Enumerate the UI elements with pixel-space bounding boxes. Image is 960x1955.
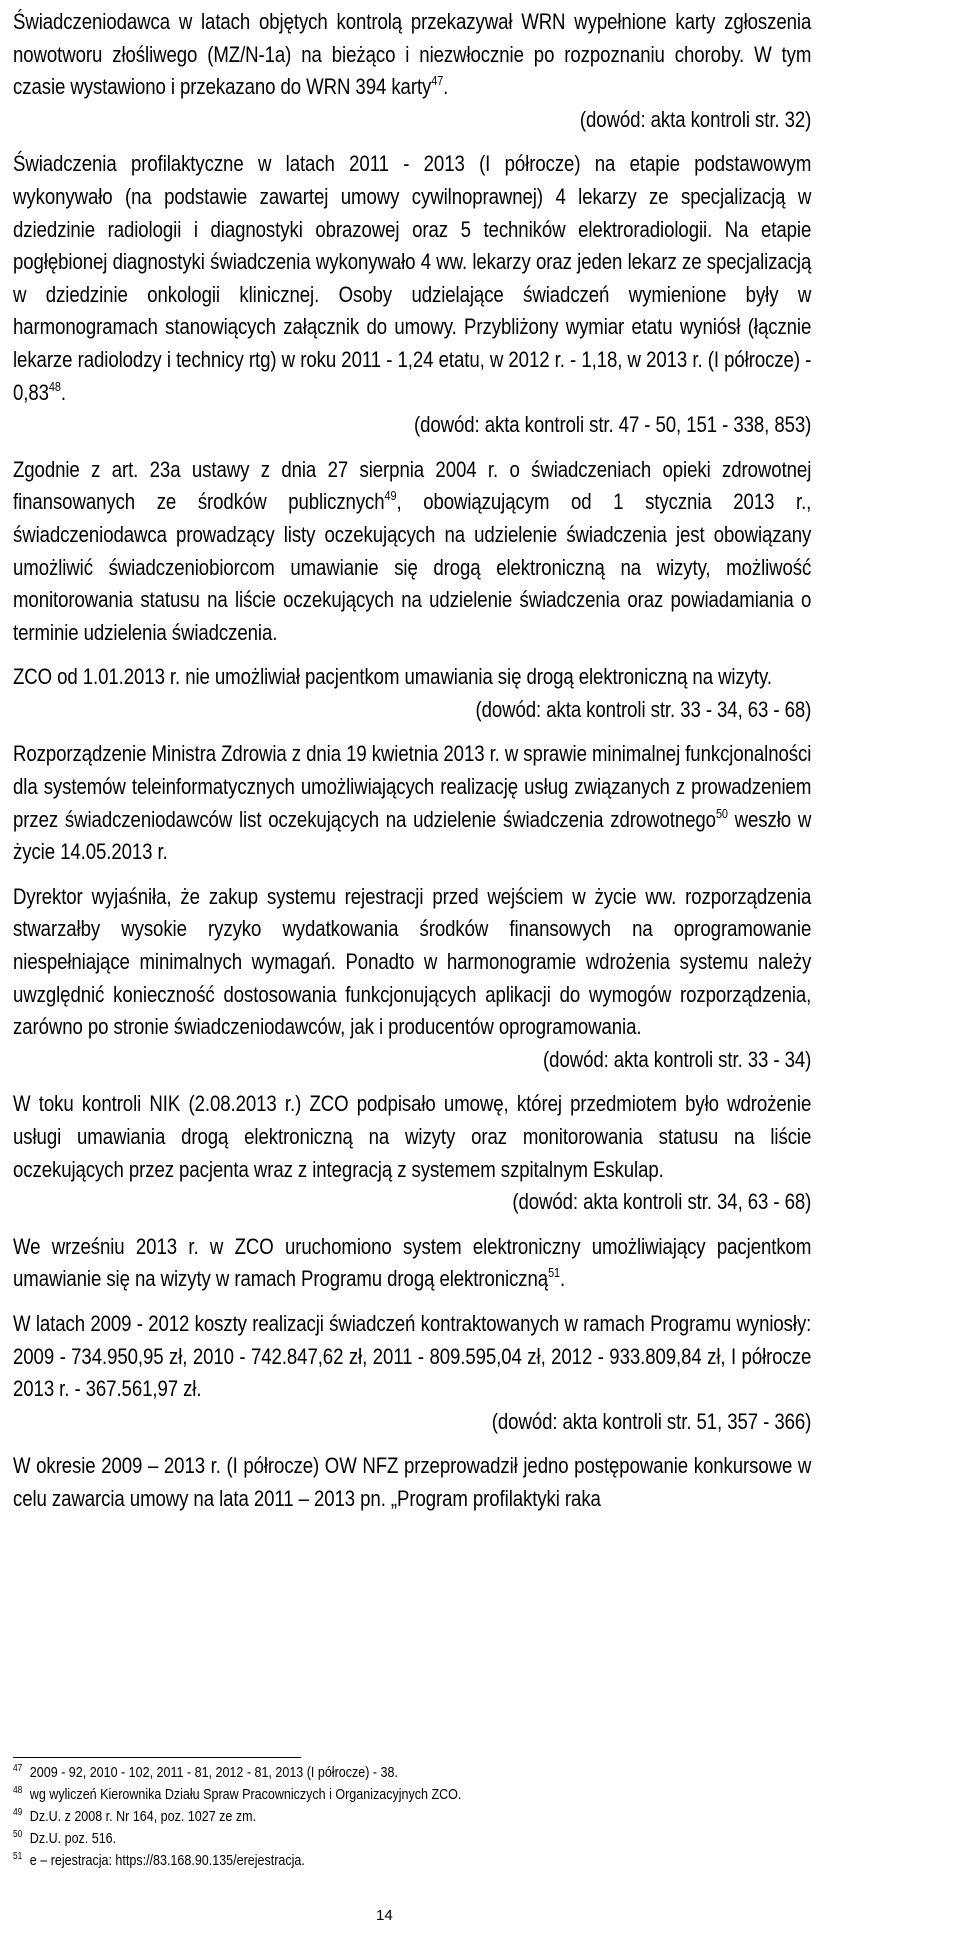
paragraph-tail: . [443,74,449,100]
evidence-reference: (dowód: akta kontroli str. 33 - 34, 63 - 68) [475,696,812,722]
paragraph-tail: . [60,379,66,405]
footnote-text: 2009 - 92, 2010 - 102, 2011 - 81, 2012 - 81, 2013 (I półrocze) - 38. [29,1764,398,1781]
footnote [13,1784,848,1806]
paragraph-text: Świadczenia profilaktyczne w latach 2011 - 2013 (I półrocze) na etapie podstawowym wykonywało (na podstawie zawartej umowy cywilnoprawnej) 4 lekarzy ze specjalizacją w dziedzinie radiologii i diagnostyki obrazowej oraz 5 techników elektroradiologii. Na etapie pogłębionej diagnostyki świadczenia wykonywało 4 ww. lekarzy oraz jeden lekarz ze specjalizacją w dziedzinie onkologii klinicznej. Osoby udzielające świadczeń wymienione były w harmonogramach stanowiących załącznik do umowy. Przybliżony wymiar etatu wyniósł (łącznie lekarze radiolodzy i technicy rtg) w roku 2011 - 1,24 etatu, w 2012 r. - 1,18, w 2013 r. (I półrocze) - 0,83 [13,151,812,405]
footnote-ref: 50 [715,805,728,821]
paragraph-text: Dyrektor wyjaśniła, że zakup systemu rejestracji przed wejściem w życie ww. rozporządzenia stwarzałby wysokie ryzyko wydatkowania środków finansowych na oprogramowanie niespełniające minimalnych wymagań. Ponadto w harmonogramie wdrożenia systemu należy uwzględnić konieczność dostosowania funkcjonujących aplikacji do wymogów rozporządzenia, zarówno po stronie świadczeniodawców, jak i producentów oprogramowania. [13,883,812,1040]
paragraph-tender [13,1450,811,1515]
paragraph-zco-no-eregistration [13,661,811,694]
footnote-number: 49 [13,1806,23,1818]
paragraph-regulation [13,738,811,868]
footnote-ref: 49 [384,488,397,504]
footnote [13,1806,848,1828]
evidence-reference: (dowód: akta kontroli str. 33 - 34) [543,1046,812,1072]
paragraph-nik-contract [13,1088,811,1186]
footnotes [13,1762,848,1872]
footnote-text: Dz.U. z 2008 r. Nr 164, poz. 1027 ze zm. [29,1807,257,1825]
paragraph-tail: . [559,1266,566,1292]
footnote-number: 48 [13,1784,23,1796]
footnote-ref: 51 [548,1265,560,1281]
paragraph-text: W okresie 2009 – 2013 r. (I półrocze) OW NFZ przeprowadził jedno postępowanie konkursowe w celu zawarcia umowy na lata 2011 – 2013 pn. „Program profilaktyki raka [13,1453,812,1511]
paragraph-system-launch [13,1231,811,1296]
paragraph-text: W latach 2009 - 2012 koszty realizacji świadczeń kontraktowanych w ramach Programu wyniosły: 2009 - 734.950,95 zł, 2010 - 742.847,62 zł, 2011 - 809.595,04 zł, 2012 - 933.809,84 zł, I półrocze 2013 r. - 367.561,97 zł. [13,1310,812,1402]
paragraph-text: W toku kontroli NIK (2.08.2013 r.) ZCO podpisało umowę, której przedmiotem było wdrożenie usługi umawiania drogą elektroniczną na wizyty oraz monitorowania statusu na liście oczekujących przez pacjenta wraz z integracją z systemem szpitalnym Eskulap. [13,1091,812,1182]
footnote-text: e – rejestracja: https://83.168.90.135/erejestracja. [29,1851,305,1869]
footnote-number: 50 [13,1828,23,1840]
evidence-reference: (dowód: akta kontroli str. 47 - 50, 151 - 338, 853) [413,412,812,438]
footnote-text: wg wyliczeń Kierownika Działu Spraw Pracowniczych i Organizacyjnych ZCO. [29,1785,462,1803]
footnote-number: 51 [13,1850,23,1862]
footnote-ref: 47 [431,73,444,89]
paragraph-director-explanation [13,881,811,1044]
paragraph-text: ZCO od 1.01.2013 r. nie umożliwiał pacjentkom umawiania się drogą elektroniczną na wizyty. [13,664,772,690]
footnote-text: Dz.U. poz. 516. [29,1829,117,1847]
evidence-reference: (dowód: akta kontroli str. 32) [579,106,812,132]
paragraph-tail: weszło w życie 14.05.2013 r. [13,806,812,865]
evidence-reference: (dowód: akta kontroli str. 51, 357 - 366) [491,1408,812,1434]
paragraph-text: We wrześniu 2013 r. w ZCO uruchomiono system elektroniczny umożliwiający pacjentkom umawianie się na wizyty w ramach Programu drogą elektroniczną [13,1233,812,1292]
footnote-number: 47 [13,1763,23,1774]
footnote [13,1828,848,1850]
paragraph-costs [13,1308,811,1406]
page-number: 14 [376,1907,393,1924]
footnote-ref: 48 [48,378,61,394]
paragraph-legal-basis [13,454,811,650]
paragraph-text: Świadczeniodawca w latach objętych kontrolą przekazywał WRN wypełnione karty zgłoszenia nowotworu złośliwego (MZ/N-1a) na bieżąco i niezwłocznie po rozpoznaniu choroby. W tym czasie wystawiono i przekazano do WRN 394 karty [13,9,812,100]
footnote [13,1850,848,1872]
paragraph-staff [13,148,811,409]
body-text [13,6,811,1516]
paragraph-tail: , obowiązującym od 1 stycznia 2013 r., świadczeniodawca prowadzący listy oczekujących na udzielenie świadczenia jest obowiązany umożliwić świadczeniobiorcom umawianie się drogą elektroniczną na wizyty, możliwość monitorowania statusu na liście oczekujących na udzielenie świadczenia oraz powiadamiania o terminie udzielenia świadczenia. [13,489,812,645]
paragraph-text: Rozporządzenie Ministra Zdrowia z dnia 19 kwietnia 2013 r. w sprawie minimalnej funkcjonalności dla systemów teleinformatycznych umożliwiających realizację usług związanych z prowadzeniem przez świadczeniodawców list oczekujących na udzielenie świadczenia zdrowotnego [13,741,812,832]
footnote [13,1762,848,1784]
paragraph-text: Zgodnie z art. 23a ustawy z dnia 27 sierpnia 2004 r. o świadczeniach opieki zdrowotnej finansowanych ze środków publicznych [13,456,812,515]
evidence-reference: (dowód: akta kontroli str. 34, 63 - 68) [512,1189,812,1215]
paragraph-cancer-cards [13,6,811,104]
footnote-divider [13,1757,301,1758]
